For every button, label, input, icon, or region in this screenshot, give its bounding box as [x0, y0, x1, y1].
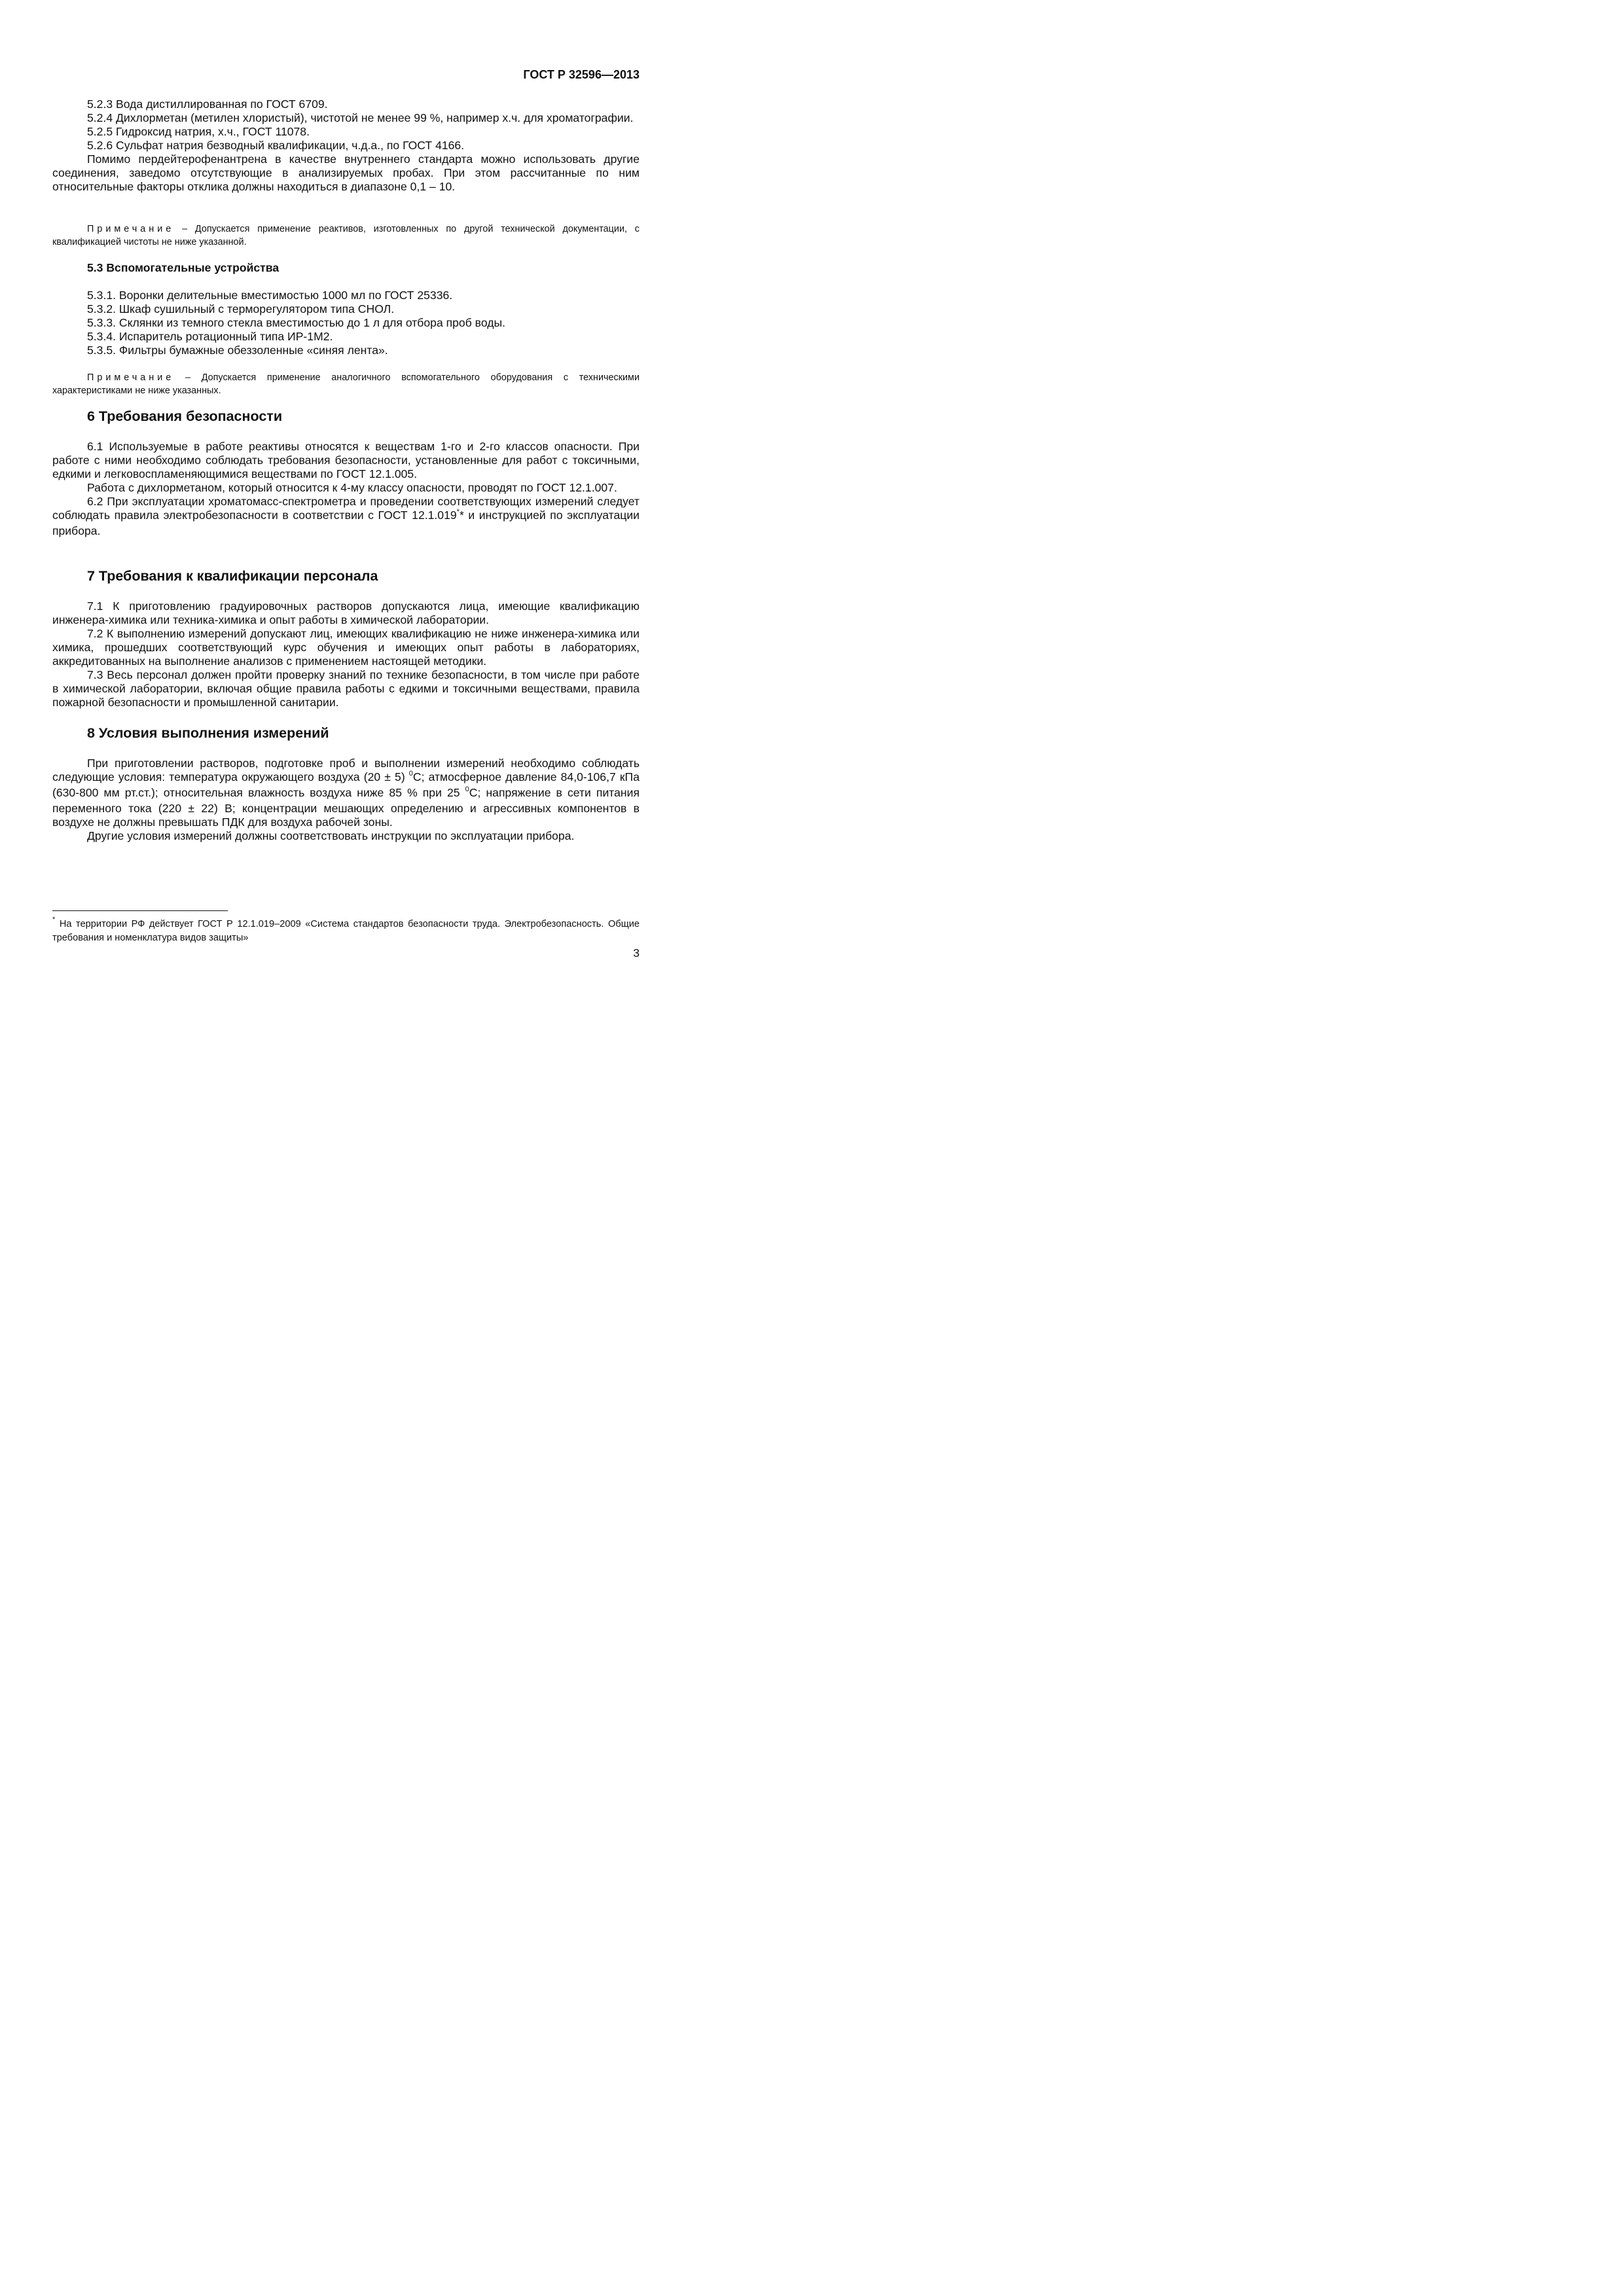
para-5-2-5: 5.2.5 Гидроксид натрия, х.ч., ГОСТ 11078. — [87, 125, 310, 138]
section-7-title: 7 Требования к квалификации персонала — [87, 568, 378, 584]
footnote-text: На территории РФ действует ГОСТ Р 12.1.019–2009 «Система стандартов безопасности труда. Электробезопасность. Общие требования и номенклатура видов защиты» — [52, 919, 640, 943]
footnote-mark: * — [52, 916, 56, 924]
footnote — [52, 918, 640, 944]
para-8-conditions: При приготовлении растворов, подготовке проб и выполнении измерений необходимо соблюдать следующие условия: температура окружающего воздуха (20 ± 5) $^0$С; атмосферное давление 84,0-106,7 кПа (630-800 мм рт.ст.); относительная влажность воздуха ниже 85 % при 25 $^0$С; напряжение в сети питания переменного тока (220 ± 22) В; концентрации мешающих определению и агрессивных компонентов в воздухе не должны превышать ПДК для воздуха рабочей зоны. — [52, 757, 640, 829]
note-5-2 — [52, 223, 640, 249]
list-item: 5.3.1. Воронки делительные вместимостью 1000 мл по ГОСТ 25336. — [87, 289, 453, 302]
para-7-2: 7.2 К выполнению измерений допускают лиц, имеющих квалификацию не ниже инженера-химика или химика, прошедших соответствующий курс обучения и имеющих опыт работы в лабораториях, аккредитованных на выполнение анализов с применением настоящей методики. — [52, 627, 640, 668]
list-item: 5.3.3. Склянки из темного стекла вместимостью до 1 л для отбора проб воды. — [87, 316, 506, 329]
section-8-title-block — [52, 725, 640, 742]
section-5-3-title: 5.3 Вспомогательные устройства — [87, 261, 280, 274]
para-5-2-3: 5.2.3 Вода дистиллированная по ГОСТ 6709. — [87, 98, 328, 111]
standard-header: ГОСТ Р 32596—2013 — [523, 68, 640, 81]
section-6-body — [52, 440, 640, 538]
footnote-divider — [52, 910, 228, 911]
section-7-title-block — [52, 568, 640, 584]
para-5-2-6: 5.2.6 Сульфат натрия безводный квалификации, ч.д.а., по ГОСТ 4166. — [87, 139, 465, 152]
section-8-body — [52, 757, 640, 843]
para-7-3: 7.3 Весь персонал должен пройти проверку знаний по технике безопасности, в том числе при работе в химической лаборатории, включая общие правила работы с едкими и токсичными веществами, правила пожарной безопасности и промышленной санитарии. — [52, 668, 640, 709]
footnote-ref: * — [456, 508, 460, 516]
para-7-1: 7.1 К приготовлению градуировочных растворов допускаются лица, имеющие квалификацию инженера-химика или техника-химика и опыт работы в химической лаборатории. — [52, 600, 640, 626]
list-item: 5.3.5. Фильтры бумажные обеззоленные «синяя лента». — [87, 344, 388, 357]
note-label: Примечание — [87, 224, 175, 234]
para-internal-standard: Помимо пердейтерофенантрена в качестве внутреннего стандарта можно использовать другие соединения, заведомо отсутствующие в анализируемых пробах. При этом рассчитанные по ним относительные факторы отклика должны находиться в диапазоне 0,1 – 10. — [52, 152, 640, 193]
para-6-1: 6.1 Используемые в работе реактивы относятся к веществам 1-го и 2-го классов опасности. При работе с ними необходимо соблюдать требования безопасности, установленные для работ с токсичными, едкими и легковоспламеняющимися веществами по ГОСТ 12.1.005. — [52, 440, 640, 480]
document-page — [52, 0, 640, 1026]
note-5-3 — [52, 371, 640, 397]
section-6-title: 6 Требования безопасности — [87, 408, 283, 424]
section-6-title-block — [52, 408, 640, 425]
para-6-2: 6.2 При эксплуатации хроматомасс-спектрометра и проведении соответствующих измерений следует соблюдать правила электробезопасности в соответствии с ГОСТ 12.1.019** и инструкцией по эксплуатации прибора. — [52, 495, 640, 537]
page-number: 3 — [633, 946, 640, 960]
degree-mark: 0 — [408, 770, 413, 778]
para-8-other: Другие условия измерений должны соответствовать инструкции по эксплуатации прибора. — [87, 829, 575, 842]
list-item: 5.3.2. Шкаф сушильный с терморегулятором типа СНОЛ. — [87, 302, 395, 315]
list-item: 5.3.4. Испаритель ротационный типа ИР-1М2. — [87, 330, 333, 343]
note-text: – Допускается применение реактивов, изготовленных по другой технической документации, с квалификацией чистоты не ниже указанной. — [52, 224, 640, 247]
section-5-2 — [52, 98, 640, 194]
section-8-title: 8 Условия выполнения измерений — [87, 725, 329, 741]
para-5-2-4: 5.2.4 Дихлорметан (метилен хлористый), чистотой не менее 99 %, например х.ч. для хроматографии. — [87, 111, 634, 124]
section-5-3-list — [52, 289, 640, 357]
para-6-1-dcm: Работа с дихлорметаном, который относится к 4-му классу опасности, проводят по ГОСТ 12.1.007. — [87, 481, 617, 494]
section-5-3-title-block — [52, 261, 640, 275]
note-label: Примечание — [87, 372, 175, 383]
degree-mark: 0 — [465, 785, 469, 793]
section-7-body — [52, 600, 640, 709]
note-text: – Допускается применение аналогичного вспомогательного оборудования с техническими характеристиками не ниже указанных. — [52, 372, 640, 396]
